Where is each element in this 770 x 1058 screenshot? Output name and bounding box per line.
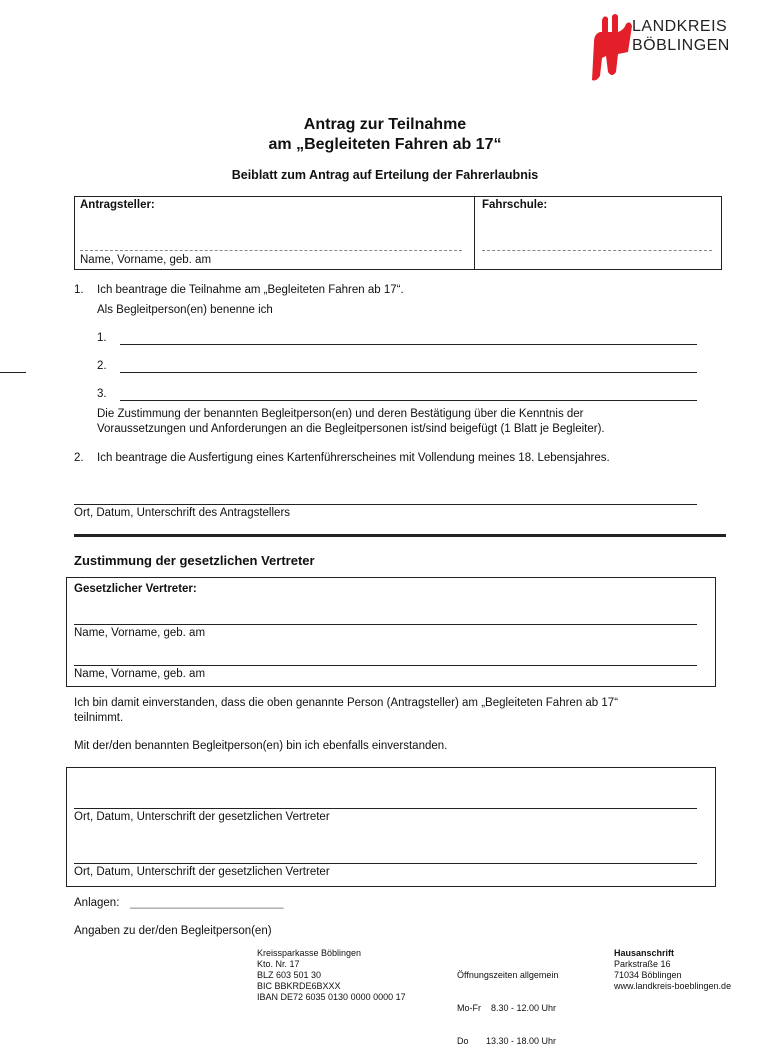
attachments-blank[interactable]: ________________________: [130, 897, 284, 909]
section-2-text: Ich beantrage die Ausfertigung eines Kartenführerscheines mit Vollendung meines 18. Lebensjahres.: [97, 452, 610, 464]
guardian-name-caption-1: Name, Vorname, geb. am: [74, 627, 206, 639]
footer-hours-line: Öffnungszeiten allgemein: [457, 970, 559, 980]
section-1-number: 1.: [74, 284, 84, 296]
footer-website-link[interactable]: www.landkreis-boeblingen.de: [614, 981, 732, 991]
consent-note-line-1: Die Zustimmung der benannten Begleitperson(en) und deren Bestätigung über die Kenntnis der: [97, 408, 584, 420]
footer-bank: [257, 948, 406, 1003]
applicant-name-line[interactable]: [80, 250, 462, 251]
companion-2-line[interactable]: [120, 372, 697, 373]
footer-address-line: 71034 Böblingen: [614, 970, 682, 980]
guardian-signature-line-2[interactable]: [74, 863, 697, 864]
section-1-text: Ich beantrage die Teilnahme am „Begleiteten Fahren ab 17“.: [97, 284, 404, 296]
guardian-name-line-2[interactable]: [74, 665, 697, 666]
companion-1-line[interactable]: [120, 344, 697, 345]
companion-3-number: 3.: [97, 388, 107, 400]
guardian-name-caption-2: Name, Vorname, geb. am: [74, 668, 206, 680]
section-separator: [74, 534, 726, 537]
footer-address-title: Hausanschrift: [614, 948, 675, 958]
driving-school-line[interactable]: [482, 250, 712, 251]
applicant-label: Antragsteller:: [80, 199, 155, 211]
attachments-label: Anlagen:: [74, 897, 120, 909]
guardian-name-line-1[interactable]: [74, 624, 697, 625]
applicant-name-caption: Name, Vorname, geb. am: [80, 254, 212, 266]
subtitle: Beiblatt zum Antrag auf Erteilung der Fahrerlaubnis: [231, 168, 539, 182]
guardian-consent-line-2: teilnimmt.: [74, 712, 124, 724]
guardian-consent-line-1: Ich bin damit einverstanden, dass die oben genannte Person (Antragsteller) am „Begleiteten Fahren ab 17“: [74, 697, 619, 709]
guardian-heading: Zustimmung der gesetzlichen Vertreter: [74, 553, 315, 568]
companions-intro: Als Begleitperson(en) benenne ich: [97, 304, 273, 316]
logo-figures-icon: [588, 12, 634, 82]
guardian-signature-caption-1: Ort, Datum, Unterschrift der gesetzlichen Vertreter: [74, 811, 330, 823]
guardian-signature-caption-2: Ort, Datum, Unterschrift der gesetzlichen Vertreter: [74, 866, 330, 878]
applicant-signature-line[interactable]: [74, 504, 697, 505]
logo-line-1: LANDKREIS: [632, 18, 728, 35]
footer-bank-line: Kreissparkasse Böblingen: [257, 948, 362, 958]
guardian-signature-line-1[interactable]: [74, 808, 697, 809]
footer-hours-line: Do 13.30 - 18.00 Uhr: [457, 1036, 557, 1046]
companion-3-line[interactable]: [120, 400, 697, 401]
guardian-label: Gesetzlicher Vertreter:: [74, 583, 197, 595]
footer-bank-line: BLZ 603 501 30: [257, 970, 322, 980]
consent-note-line-2: Voraussetzungen und Anforderungen an die Begleitpersonen ist/sind beigefügt (1 Blatt je Begleiter).: [97, 423, 605, 435]
fold-mark: [0, 372, 26, 373]
companion-consent: Mit der/den benannten Begleitperson(en) bin ich ebenfalls einverstanden.: [74, 740, 448, 752]
footer-hours: [457, 948, 558, 1058]
companion-1-number: 1.: [97, 332, 107, 344]
title-line-2: am „Begleiteten Fahren ab 17“: [268, 136, 502, 153]
title-line-1: Antrag zur Teilnahme: [303, 116, 467, 133]
attachments-item: Angaben zu der/den Begleitperson(en): [74, 925, 272, 937]
footer-bank-line: BIC BBKRDE6BXXX: [257, 981, 341, 991]
driving-school-label: Fahrschule:: [482, 199, 548, 211]
footer-hours-line: Mo-Fr 8.30 - 12.00 Uhr: [457, 1003, 557, 1013]
logo-line-2: BÖBLINGEN: [632, 37, 730, 54]
footer-address: [614, 948, 731, 992]
section-2-number: 2.: [74, 452, 84, 464]
footer-bank-line: IBAN DE72 6035 0130 0000 0000 17: [257, 992, 406, 1002]
box-divider: [474, 196, 475, 269]
applicant-signature-caption: Ort, Datum, Unterschrift des Antragstellers: [74, 507, 291, 519]
footer-address-line: Parkstraße 16: [614, 959, 671, 969]
companion-2-number: 2.: [97, 360, 107, 372]
footer-bank-line: Kto. Nr. 17: [257, 959, 300, 969]
